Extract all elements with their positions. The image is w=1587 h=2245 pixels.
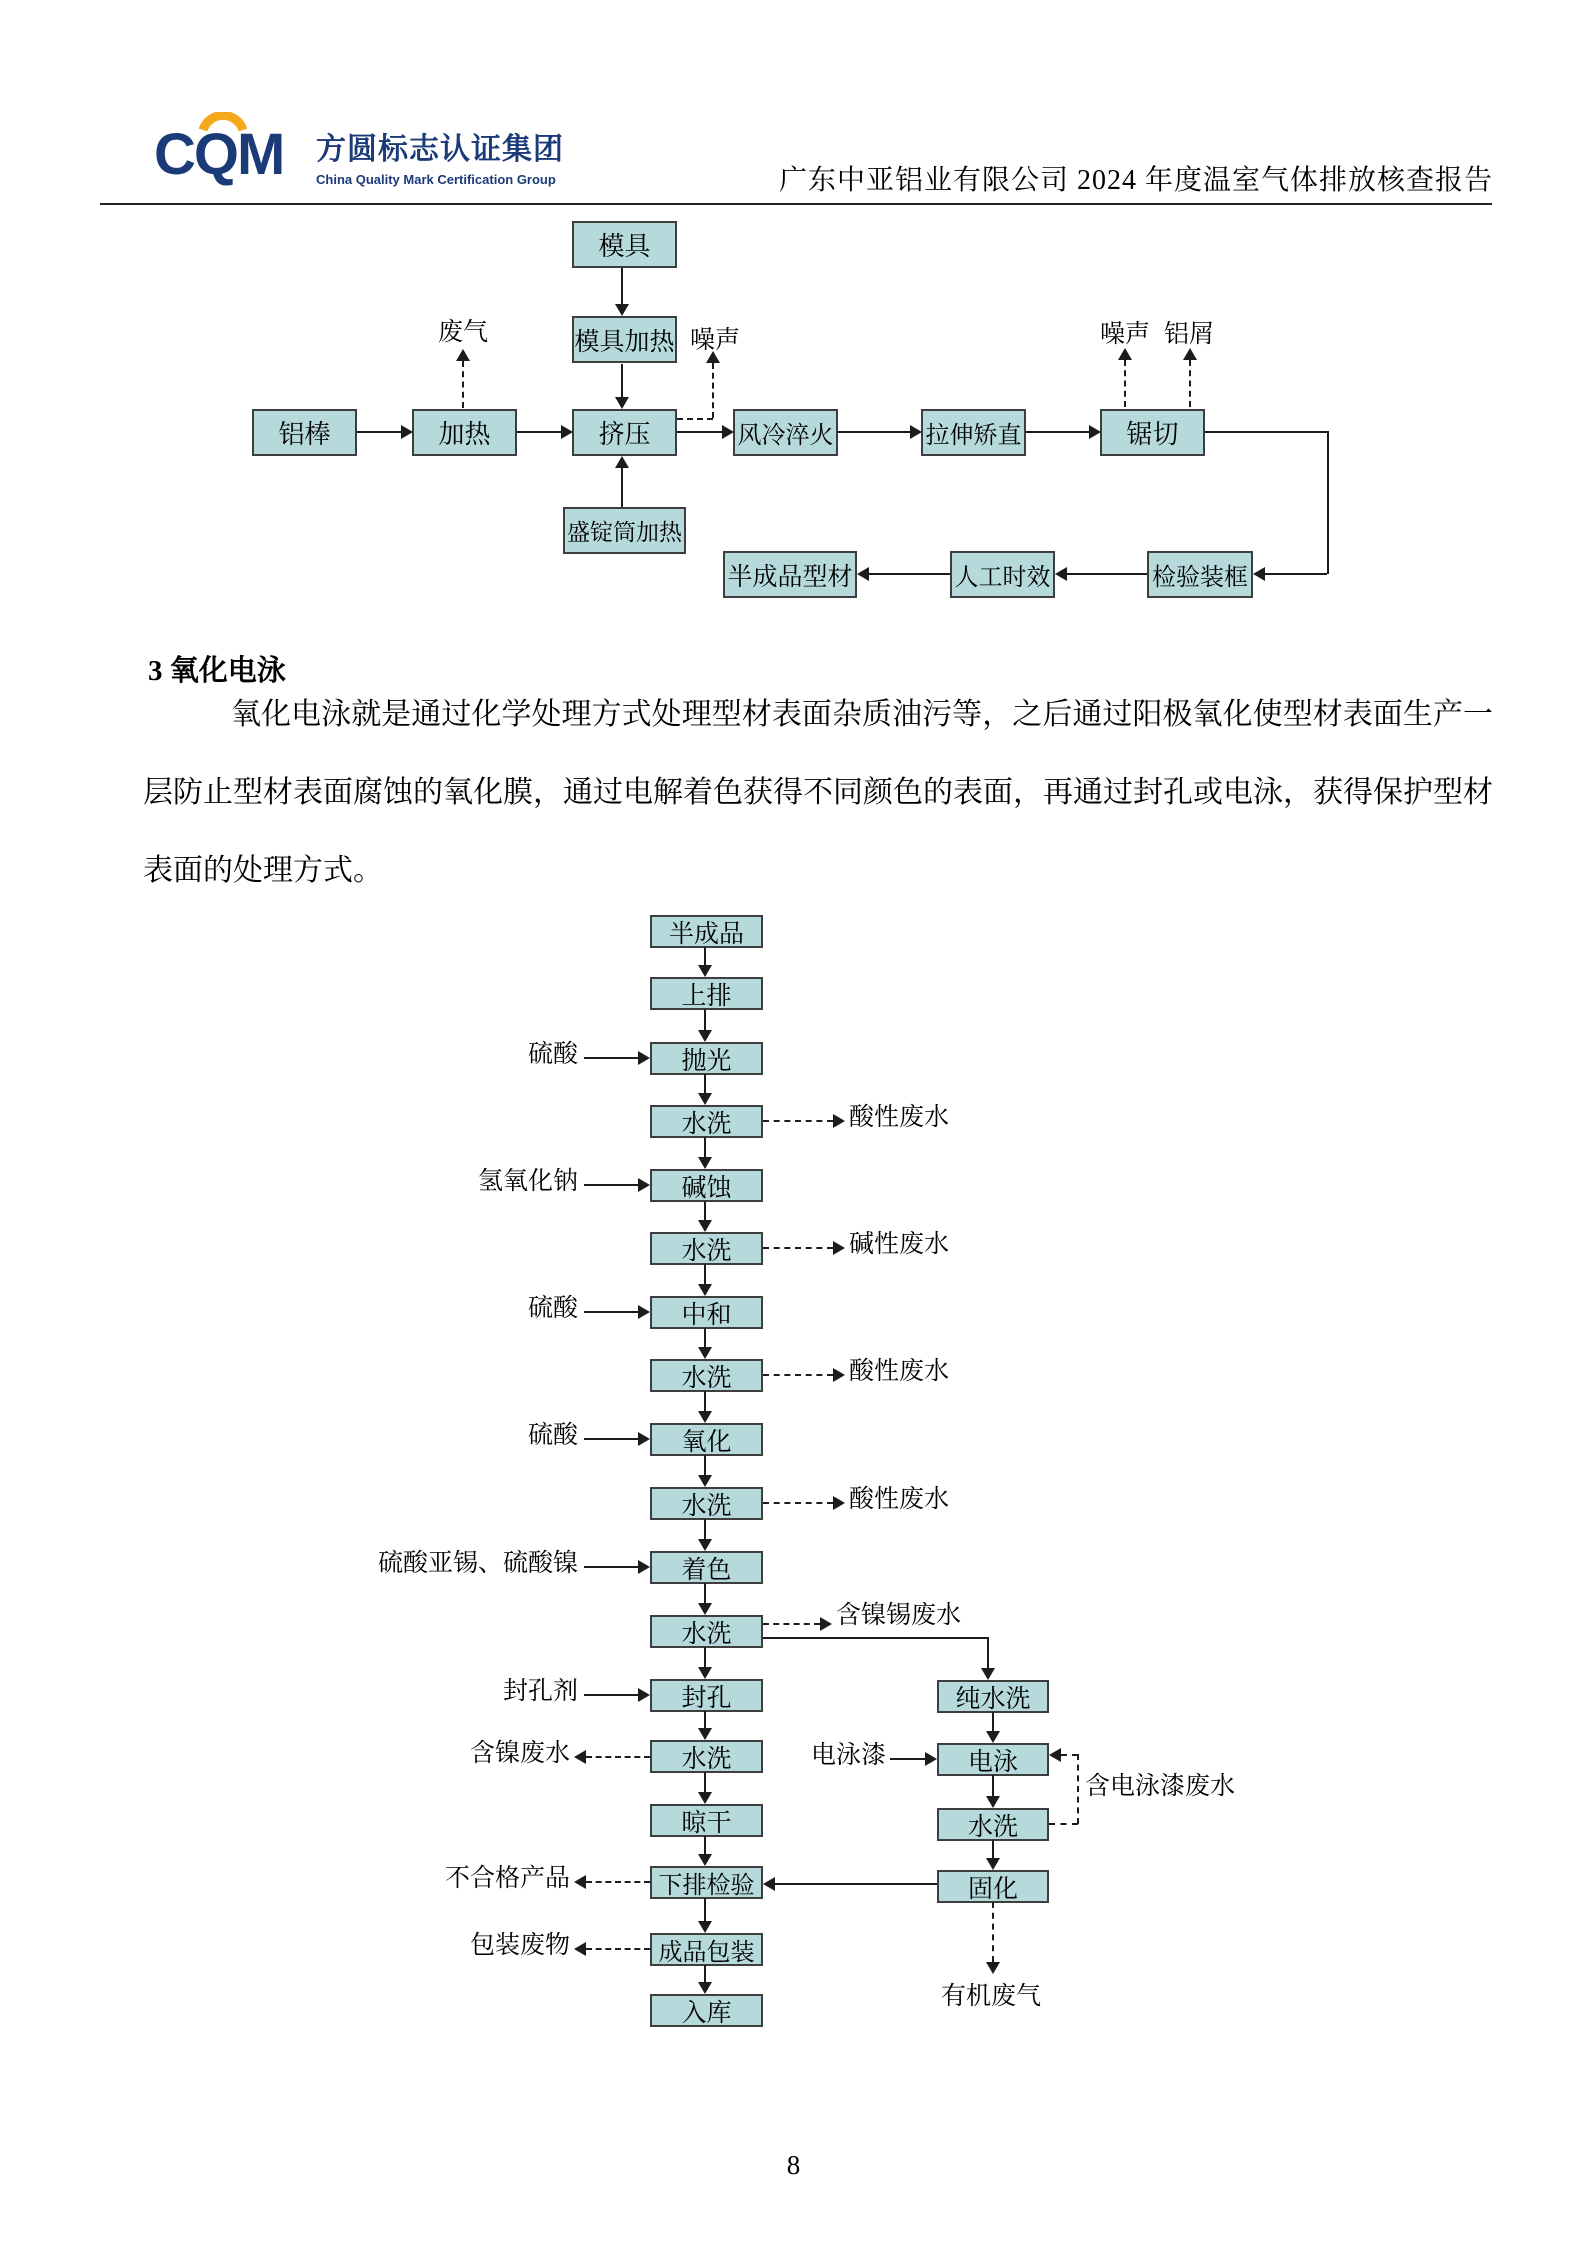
arrowhead-up bbox=[456, 349, 470, 361]
label-acidic-wastewater-2: 酸性废水 bbox=[849, 1358, 950, 1385]
arrowhead-down bbox=[698, 1667, 712, 1679]
arrowhead-right bbox=[638, 1432, 650, 1446]
arrowhead-left bbox=[857, 567, 869, 581]
edge-branch-v bbox=[987, 1637, 989, 1668]
edge-f2 bbox=[704, 1074, 706, 1093]
arrowhead-down bbox=[698, 1475, 712, 1487]
arrowhead-right bbox=[401, 425, 413, 439]
label-epaint-wastewater: 含电泳漆废水 bbox=[1085, 1773, 1236, 1800]
edge-in bbox=[584, 1057, 638, 1059]
node-rinse-4: 水洗 bbox=[650, 1487, 763, 1520]
label-sulfuric-acid-1: 硫酸 bbox=[527, 1041, 578, 1068]
label-waste-gas: 废气 bbox=[438, 319, 489, 346]
edge-branch-h bbox=[763, 1637, 988, 1639]
edge-aging-to-profile bbox=[869, 573, 950, 575]
edge-saw-exit bbox=[1205, 431, 1329, 433]
label-packaging-waste: 包装废物 bbox=[469, 1932, 570, 1959]
node-extrusion: 挤压 bbox=[572, 409, 677, 456]
arrowhead-right bbox=[638, 1305, 650, 1319]
arrowhead-up bbox=[615, 456, 629, 468]
arrowhead-left bbox=[574, 1875, 586, 1889]
node-mold-heating: 模具加热 bbox=[572, 316, 677, 363]
edge-f2 bbox=[704, 1583, 706, 1603]
label-nickel-wastewater: 含镍废水 bbox=[469, 1740, 570, 1767]
node-product-packaging: 成品包装 bbox=[650, 1933, 763, 1966]
dashed-organic-gas bbox=[992, 1902, 994, 1962]
dashed-recycle-bottom bbox=[1049, 1823, 1078, 1825]
node-rinse-e: 水洗 bbox=[937, 1808, 1049, 1841]
section-paragraph: 氧化电泳就是通过化学处理方式处理型材表面杂质油污等，之后通过阳极氧化使型材表面生产一层防止型材表面腐蚀的氧化膜，通过电解着色获得不同颜色的表面，再通过封孔或电泳，获得保护型材表面的处理方式。 bbox=[143, 698, 1493, 887]
edge-f2 bbox=[704, 1898, 706, 1921]
edge-in bbox=[584, 1438, 638, 1440]
node-stretch-straighten: 拉伸矫直 bbox=[921, 409, 1026, 456]
label-electrophoretic-paint: 电泳漆 bbox=[810, 1742, 886, 1769]
arrowhead-down bbox=[698, 1347, 712, 1359]
label-rejected-products: 不合格产品 bbox=[444, 1865, 570, 1892]
edge-f2 bbox=[704, 1647, 706, 1667]
label-sealing-agent: 封孔剂 bbox=[502, 1678, 578, 1705]
label-organic-waste-gas: 有机废气 bbox=[941, 1983, 1042, 2010]
node-sawing: 锯切 bbox=[1100, 409, 1205, 456]
edge-f2 bbox=[704, 1137, 706, 1157]
arrowhead-down bbox=[698, 1284, 712, 1296]
arrowhead-up bbox=[1183, 348, 1197, 360]
arrowhead-right bbox=[833, 1114, 845, 1128]
edge-f2 bbox=[704, 1455, 706, 1475]
arrowhead-down bbox=[698, 1093, 712, 1105]
arrowhead-left bbox=[1253, 567, 1265, 581]
logo-name-en: China Quality Mark Certification Group bbox=[316, 172, 556, 187]
dashed-recycle-v bbox=[1077, 1754, 1079, 1824]
logo-name-cn: 方圆标志认证集团 bbox=[316, 133, 564, 166]
edge-moldheat-to-extrusion bbox=[621, 364, 623, 397]
node-semi-finished-profile: 半成品型材 bbox=[723, 551, 857, 598]
header-divider bbox=[100, 203, 1492, 205]
arrowhead-down bbox=[698, 1792, 712, 1804]
arrowhead-down bbox=[698, 1030, 712, 1042]
dashed-out-left bbox=[586, 1881, 650, 1883]
node-unrack-inspection: 下排检验 bbox=[650, 1866, 763, 1899]
arrowhead-down bbox=[986, 1731, 1000, 1743]
node-polishing: 抛光 bbox=[650, 1042, 763, 1075]
label-nickel-tin-wastewater: 含镍锡废水 bbox=[836, 1602, 962, 1629]
edge-f2 bbox=[704, 1836, 706, 1854]
edge-inspection-to-aging bbox=[1067, 573, 1147, 575]
edge-f2 bbox=[704, 947, 706, 965]
node-rack-up: 上排 bbox=[650, 977, 763, 1010]
dashed-chips-saw bbox=[1189, 360, 1191, 407]
arrowhead-right bbox=[820, 1617, 832, 1631]
node-neutralization: 中和 bbox=[650, 1296, 763, 1329]
node-heating: 加热 bbox=[412, 409, 517, 456]
edge-ingotheat-to-extrusion bbox=[621, 468, 623, 507]
edge-quench-to-stretch bbox=[838, 431, 910, 433]
arrowhead-right bbox=[1089, 425, 1101, 439]
arrowhead-left bbox=[574, 1750, 586, 1764]
edge-f2 bbox=[704, 1391, 706, 1411]
node-oxidation: 氧化 bbox=[650, 1423, 763, 1456]
arrowhead-down bbox=[698, 1854, 712, 1866]
arrowhead-down bbox=[698, 1411, 712, 1423]
page-number: 8 bbox=[786, 2150, 801, 2180]
arrowhead-down bbox=[615, 397, 629, 409]
edge-f2 bbox=[704, 1965, 706, 1982]
node-rinse-2: 水洗 bbox=[650, 1232, 763, 1265]
node-mold: 模具 bbox=[572, 221, 677, 268]
label-acidic-wastewater-1: 酸性废水 bbox=[849, 1104, 950, 1131]
arrowhead-up bbox=[1118, 348, 1132, 360]
edge-mold-to-moldheat bbox=[621, 268, 623, 304]
node-warehousing: 入库 bbox=[650, 1994, 763, 2027]
arrowhead-down bbox=[986, 1962, 1000, 1974]
label-aluminum-chips: 铝屑 bbox=[1164, 321, 1215, 348]
arrowhead-down bbox=[698, 1728, 712, 1740]
edge-f2r bbox=[992, 1840, 994, 1858]
edge-in bbox=[584, 1311, 638, 1313]
edge-f2 bbox=[704, 1711, 706, 1728]
arrowhead-right bbox=[638, 1178, 650, 1192]
arrowhead-right bbox=[722, 425, 734, 439]
arrowhead-down bbox=[698, 965, 712, 977]
edge-f2 bbox=[704, 1201, 706, 1220]
edge-f2 bbox=[704, 1009, 706, 1030]
node-artificial-aging: 人工时效 bbox=[950, 551, 1055, 598]
node-curing: 固化 bbox=[937, 1870, 1049, 1903]
dashed-out bbox=[763, 1502, 833, 1504]
edge-curing-to-inspection bbox=[775, 1883, 937, 1885]
node-aluminum-rod: 铝棒 bbox=[252, 409, 357, 456]
dashed-out bbox=[763, 1623, 820, 1625]
edge-to-inspection bbox=[1265, 573, 1327, 575]
arrowhead-right bbox=[925, 1752, 937, 1766]
report-header-title: 广东中亚铝业有限公司 2024 年度温室气体排放核查报告 bbox=[778, 165, 1493, 196]
arrowhead-right bbox=[833, 1241, 845, 1255]
arrowhead-right bbox=[561, 425, 573, 439]
dashed-out bbox=[763, 1247, 833, 1249]
node-rinse-5: 水洗 bbox=[650, 1615, 763, 1648]
node-rinse-6: 水洗 bbox=[650, 1740, 763, 1773]
edge-in bbox=[890, 1758, 925, 1760]
node-electrophoresis: 电泳 bbox=[937, 1743, 1049, 1776]
node-semi-finished: 半成品 bbox=[650, 915, 763, 948]
node-inspection-framing: 检验装框 bbox=[1147, 551, 1253, 598]
label-sulfuric-acid-2: 硫酸 bbox=[527, 1295, 578, 1322]
edge-f2 bbox=[704, 1519, 706, 1539]
arrowhead-down bbox=[698, 1220, 712, 1232]
arrowhead-down bbox=[981, 1668, 995, 1680]
node-rinse-3: 水洗 bbox=[650, 1359, 763, 1392]
arrowhead-left bbox=[574, 1942, 586, 1956]
arrowhead-right bbox=[638, 1560, 650, 1574]
dashed-noise-saw bbox=[1124, 360, 1126, 407]
dashed-recycle-top bbox=[1061, 1754, 1078, 1756]
cqm-logo-arc-icon bbox=[198, 112, 248, 132]
edge-extrusion-to-quench bbox=[677, 431, 722, 433]
edge-in bbox=[584, 1694, 638, 1696]
cqm-logo-text: CQM bbox=[154, 122, 284, 187]
dashed-noise-extrusion-h bbox=[677, 418, 713, 420]
edge-heating-to-extrusion bbox=[517, 431, 561, 433]
arrowhead-right bbox=[833, 1496, 845, 1510]
arrowhead-right bbox=[638, 1688, 650, 1702]
dashed-out-left bbox=[586, 1756, 650, 1758]
edge-f2r bbox=[992, 1712, 994, 1731]
label-noise-extrusion: 噪声 bbox=[690, 327, 741, 354]
node-ingot-barrel-heating: 盛锭筒加热 bbox=[563, 507, 686, 554]
dashed-noise-extrusion-v bbox=[712, 363, 714, 418]
arrowhead-left bbox=[1055, 567, 1067, 581]
edge-in bbox=[584, 1184, 638, 1186]
node-pure-water-rinse: 纯水洗 bbox=[937, 1680, 1049, 1713]
dashed-out bbox=[763, 1374, 833, 1376]
arrowhead-down bbox=[698, 1603, 712, 1615]
label-alkaline-wastewater: 碱性废水 bbox=[849, 1231, 950, 1258]
node-air-drying: 晾干 bbox=[650, 1804, 763, 1837]
dashed-out bbox=[763, 1120, 833, 1122]
label-acidic-wastewater-3: 酸性废水 bbox=[849, 1486, 950, 1513]
arrowhead-down bbox=[615, 304, 629, 316]
edge-f2r bbox=[992, 1775, 994, 1796]
label-sulfuric-acid-3: 硫酸 bbox=[527, 1422, 578, 1449]
edge-f2 bbox=[704, 1328, 706, 1347]
arrowhead-down bbox=[698, 1539, 712, 1551]
arrowhead-down bbox=[698, 1157, 712, 1169]
edge-f2 bbox=[704, 1264, 706, 1284]
arrowhead-down bbox=[698, 1982, 712, 1994]
label-sodium-hydroxide: 氢氧化钠 bbox=[477, 1168, 578, 1195]
arrowhead-right bbox=[638, 1051, 650, 1065]
label-tin-nickel-sulfate: 硫酸亚锡、硫酸镍 bbox=[377, 1550, 578, 1577]
node-air-quench: 风冷淬火 bbox=[733, 409, 838, 456]
arrowhead-down bbox=[986, 1796, 1000, 1808]
dashed-wastegas bbox=[462, 361, 464, 408]
edge-saw-down bbox=[1327, 431, 1329, 574]
edge-in bbox=[584, 1566, 638, 1568]
edge-stretch-to-saw bbox=[1026, 431, 1089, 433]
node-coloring: 着色 bbox=[650, 1551, 763, 1584]
arrowhead-left bbox=[763, 1877, 775, 1891]
edge-f2 bbox=[704, 1772, 706, 1792]
arrowhead-down bbox=[698, 1921, 712, 1933]
section-heading: 3 氧化电泳 bbox=[148, 655, 286, 687]
dashed-out-left bbox=[586, 1948, 650, 1950]
label-noise-saw: 噪声 bbox=[1100, 321, 1151, 348]
node-sealing: 封孔 bbox=[650, 1679, 763, 1712]
node-rinse-1: 水洗 bbox=[650, 1105, 763, 1138]
node-alkali-etching: 碱蚀 bbox=[650, 1169, 763, 1202]
arrowhead-down bbox=[986, 1858, 1000, 1870]
arrowhead-right bbox=[833, 1368, 845, 1382]
arrowhead-left bbox=[1049, 1748, 1061, 1762]
arrowhead-right bbox=[910, 425, 922, 439]
edge-rod-to-heating bbox=[357, 431, 401, 433]
